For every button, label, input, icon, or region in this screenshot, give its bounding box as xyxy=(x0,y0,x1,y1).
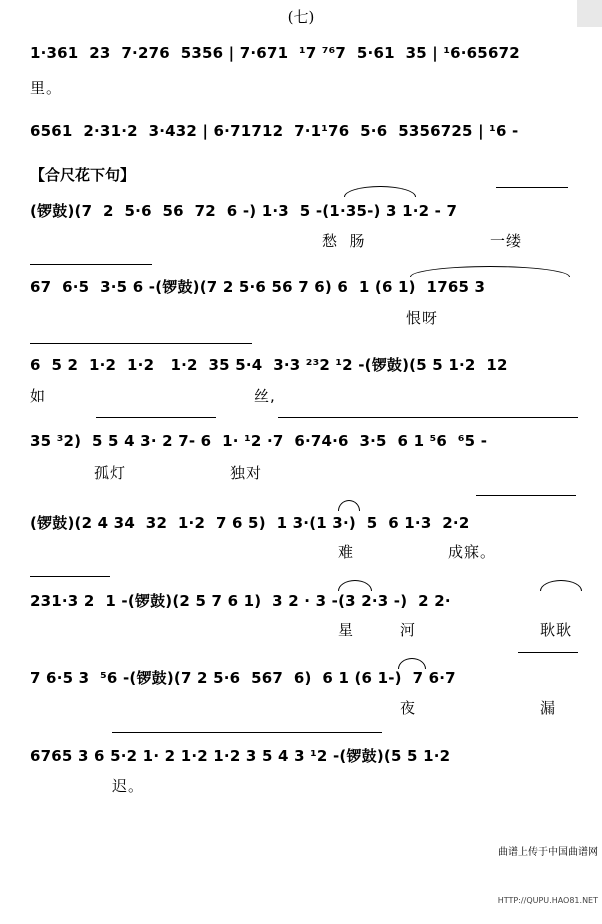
lyric-line-5b: 丝, xyxy=(254,387,276,405)
notation-line-6: 35 ³2) 5 5 4 3· 2 7- 6 1· ¹2 ·7 6·74·6 3·5 6 1 ⁵6 ⁶5 - xyxy=(30,432,488,450)
slur xyxy=(278,417,578,418)
slur xyxy=(496,187,568,188)
lyric-line-1: 里。 xyxy=(30,79,63,97)
slur xyxy=(518,652,578,653)
slur xyxy=(338,500,360,511)
watermark-line-2: HTTP://QUPU.HAO81.NET xyxy=(497,896,598,905)
lyric-line-6a: 孤灯 xyxy=(94,464,127,482)
notation-line-9: 7 6·5 3 ⁵6 -(锣鼓)(7 2 5·6 567 6) 6 1 (6 1-) 7 6·7 xyxy=(30,669,456,687)
notation-line-4: 67 6·5 3·5 6 -(锣鼓)(7 2 5·6 56 7 6) 6 1 (6 1) 1765 3 xyxy=(30,278,486,296)
lyric-line-6b: 独对 xyxy=(230,464,263,482)
lyric-line-8c: 耿耿 xyxy=(540,621,573,639)
lyric-line-9b: 漏 xyxy=(540,699,557,717)
lyric-line-9a: 夜 xyxy=(400,699,417,717)
page-label: (七) xyxy=(287,8,315,26)
slur xyxy=(112,732,382,733)
lyric-line-10: 迟。 xyxy=(112,777,145,795)
notation-line-2: 6561 2·31·2 3·432 | 6·71712 7·1¹76 5·6 5356725 | ¹6 - xyxy=(30,122,519,140)
slur xyxy=(30,343,252,344)
lyric-line-4: 恨呀 xyxy=(406,309,439,327)
lyric-line-3a: 愁 肠 xyxy=(322,232,366,250)
slur xyxy=(344,186,416,197)
lyric-line-8a: 星 xyxy=(338,621,355,639)
slur xyxy=(476,495,576,496)
lyric-line-5a: 如 xyxy=(30,387,47,405)
notation-line-10: 6765 3 6 5·2 1· 2 1·2 1·2 3 5 4 3 ¹2 -(锣鼓)(5 5 1·2 xyxy=(30,747,451,765)
slur xyxy=(30,264,152,265)
notation-line-5: 6 5 2 1·2 1·2 1·2 35 5·4 3·3 ²³2 ¹2 -(锣鼓)(5 5 1·2 12 xyxy=(30,356,508,374)
notation-line-3: (锣鼓)(7 2 5·6 56 72 6 -) 1·3 5 -(1·35-) 3 1·2 - 7 xyxy=(30,202,458,220)
slur xyxy=(540,580,582,591)
section-heading: 【合尺花下句】 xyxy=(30,166,136,184)
notation-line-8: 231·3 2 1 -(锣鼓)(2 5 7 6 1) 3 2 · 3 -(3 2·3 -) 2 2· xyxy=(30,592,451,610)
slur xyxy=(30,576,110,577)
lyric-line-7a: 难 xyxy=(338,543,355,561)
watermark-line-1: 曲谱上传于中国曲谱网 xyxy=(498,847,598,858)
site-watermark xyxy=(498,805,598,924)
lyric-line-8b: 河 xyxy=(400,621,417,639)
lyric-line-7b: 成寐。 xyxy=(448,543,497,561)
slur xyxy=(96,417,216,418)
notation-line-7: (锣鼓)(2 4 34 32 1·2 7 6 5) 1 3·(1 3·) 5 6 1·3 2·2 xyxy=(30,514,470,532)
notation-line-1: 1·361 23 7·276 5356 | 7·671 ¹7 ⁷⁶7 5·61 35 | ¹6·65672 xyxy=(30,44,520,62)
lyric-line-3b: 一缕 xyxy=(490,232,523,250)
